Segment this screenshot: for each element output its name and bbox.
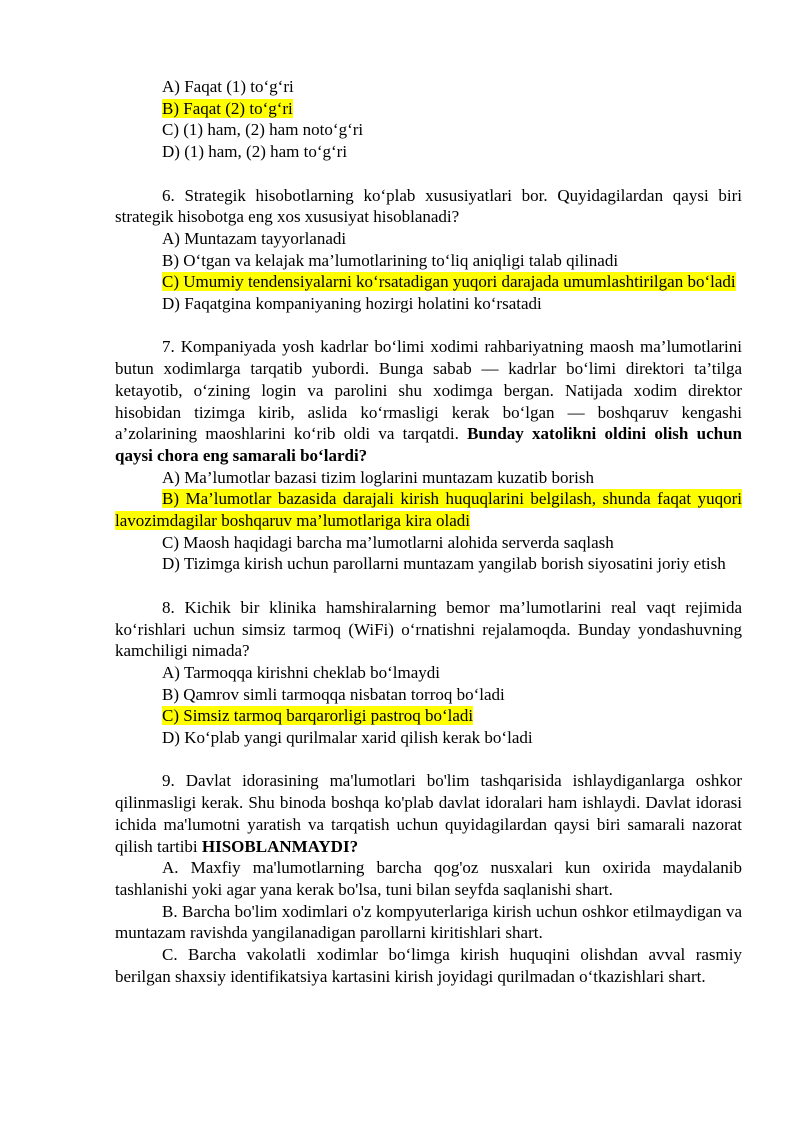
q6-option-d: D) Faqatgina kompaniyaning hozirgi holatini ko‘rsatadi — [162, 294, 542, 314]
document-content — [115, 76, 742, 987]
q7-option-d: D) Tizimga kirish uchun parollarni muntazam yangilab borish siyosatini joriy etish — [162, 554, 726, 574]
q8-text: 8. Kichik bir klinika hamshiralarning bemor ma’lumotlarini real vaqt rejimida ko‘rishlari uchun simsiz tarmoq (WiFi) o‘rnatishni rejalamoqda. Bunday yondashuvning kamchiligi nimada? — [115, 597, 742, 661]
q5-option-c: C) (1) ham, (2) ham noto‘g‘ri — [162, 120, 364, 140]
q8-option-c — [115, 705, 742, 727]
q9-option-c: C. Barcha vakolatli xodimlar bo‘limga kirish huquqini olishdan avval rasmiy berilgan shaxsiy identifikatsiya kartasini kirish joyidagi qurilmadan o‘tkazishlari shart. — [115, 945, 742, 986]
highlighted-answer: B) Ma’lumotlar bazasida darajali kirish huquqlarini belgilash, shunda faqat yuqori lavozimdagilar boshqaruv ma’lumotlariga kira oladi — [115, 489, 742, 531]
spacer — [115, 749, 742, 771]
spacer — [115, 163, 742, 185]
question-5-options — [115, 76, 742, 163]
q5-option-b — [115, 98, 742, 120]
spacer — [115, 315, 742, 337]
q7-bold-question: Bunday xatolikni oldini olish uchun qaysi chora eng samarali bo‘lardi? — [115, 424, 742, 465]
q7-option-a: A) Ma’lumotlar bazasi tizim loglarini muntazam kuzatib borish — [162, 467, 594, 487]
q6-option-b: B) O‘tgan va kelajak ma’lumotlarining to‘liq aniqligi talab qilinadi — [162, 250, 619, 270]
q5-option-a: A) Faqat (1) to‘g‘ri — [162, 77, 294, 96]
q7-option-b — [115, 488, 742, 531]
q6-option-a: A) Muntazam tayyorlanadi — [162, 228, 347, 248]
spacer — [115, 575, 742, 597]
q8-option-a: A) Tarmoqqa kirishni cheklab bo‘lmaydi — [162, 662, 440, 682]
q9-option-a: A. Maxfiy ma'lumotlarning barcha qog'oz nusxalari kun oxirida maydalanib tashlanishi yoki agar yana kerak bo'lsa, tuni bilan seyfda saqlanishi shart. — [115, 858, 742, 899]
q9-text: 9. Davlat idorasining ma'lumotlari bo'lim tashqarisida ishlaydiganlarga oshkor qilinmasligi kerak. Shu binoda boshqa ko'plab davlat idoralari ham ishlaydi. Davlat idorasi ichida ma'lumotni yaratish va tarqatish uchun quyidagilardan qaysi biri samarali nazorat qilish tartibi HISOBLANMAYDI? — [115, 771, 742, 856]
highlighted-answer: B) Faqat (2) to‘g‘ri — [162, 98, 293, 118]
question-6 — [115, 185, 742, 315]
q9-option-b: B. Barcha bo'lim xodimlari o'z kompyuterlariga kirish uchun oshkor etilmaydigan va muntazam ravishda yangilanadigan parollarni kiritishlari shart. — [115, 901, 742, 943]
q9-bold-question: HISOBLANMAYDI? — [201, 836, 359, 856]
question-9 — [115, 770, 742, 987]
question-8 — [115, 597, 742, 749]
highlighted-answer: C) Umumiy tendensiyalarni ko‘rsatadigan yuqori darajada umumlashtirilgan bo‘ladi — [162, 272, 736, 292]
q6-option-c — [115, 271, 742, 293]
q6-text: 6. Strategik hisobotlarning ko‘plab xususiyatlari bor. Quyidagilardan qaysi biri strategik hisobotga eng xos xususiyat hisoblanadi? — [115, 185, 742, 227]
q8-option-b: B) Qamrov simli tarmoqqa nisbatan torroq bo‘ladi — [162, 684, 505, 704]
highlighted-answer: C) Simsiz tarmoq barqarorligi pastroq bo‘ladi — [162, 706, 474, 726]
question-7 — [115, 336, 742, 575]
q5-option-d: D) (1) ham, (2) ham to‘g‘ri — [162, 142, 348, 162]
q7-option-c: C) Maosh haqidagi barcha ma’lumotlarni alohida serverda saqlash — [162, 532, 614, 552]
q8-option-d: D) Ko‘plab yangi qurilmalar xarid qilish kerak bo‘ladi — [162, 728, 533, 748]
q7-text: 7. Kompaniyada yosh kadrlar bo‘limi xodimi rahbariyatning maosh ma’lumotlarini butun xodimlarga tarqatib yubordi. Bunga sabab — kadrlar bo‘limi direktori ta’tilga ketayotib, o‘zining login va parolini shu xodimga bergan. Natijada xodim direktor hisobidan tizimga kirib, aslida ko‘rmasligi kerak bo‘lgan — boshqaruv kengashi a’zolarining maoshlarini ko‘rib oldi va tarqatdi. Bunday xatolikni oldini olish uchun qaysi chora eng samarali bo‘lardi? — [115, 337, 742, 465]
